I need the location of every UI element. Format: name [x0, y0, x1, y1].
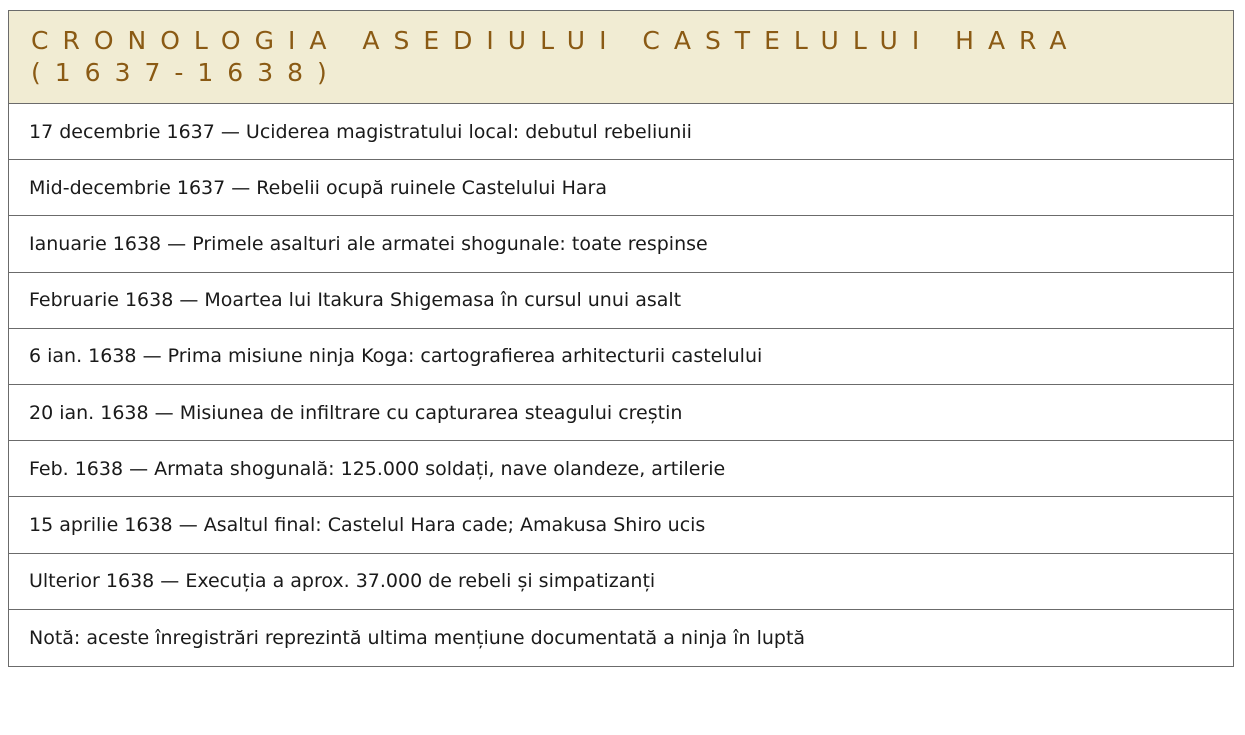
timeline-row: Ulterior 1638 — Execuția a aprox. 37.000 de rebeli și simpatizanți: [9, 554, 1233, 610]
timeline-row: 6 ian. 1638 — Prima misiune ninja Koga: cartografierea arhitecturii castelului: [9, 329, 1233, 385]
timeline-row: 15 aprilie 1638 — Asaltul final: Castelul Hara cade; Amakusa Shiro ucis: [9, 497, 1233, 553]
timeline-row: 20 ian. 1638 — Misiunea de infiltrare cu capturarea steagului creștin: [9, 385, 1233, 441]
timeline-row: Feb. 1638 — Armata shogunală: 125.000 soldați, nave olandeze, artilerie: [9, 441, 1233, 497]
timeline-row: Mid-decembrie 1637 — Rebelii ocupă ruinele Castelului Hara: [9, 160, 1233, 216]
timeline-row: 17 decembrie 1637 — Uciderea magistratului local: debutul rebeliunii: [9, 104, 1233, 160]
table-title: CRONOLOGIA ASEDIULUI CASTELULUI HARA (1637-1638): [9, 11, 1233, 104]
timeline-note-row: Notă: aceste înregistrări reprezintă ultima mențiune documentată a ninja în luptă: [29, 626, 806, 649]
timeline-row: Ianuarie 1638 — Primele asalturi ale armatei shogunale: toate respinse: [9, 216, 1233, 272]
timeline-table: [8, 10, 1234, 667]
timeline-row: Februarie 1638 — Moartea lui Itakura Shigemasa în cursul unui asalt: [9, 273, 1233, 329]
